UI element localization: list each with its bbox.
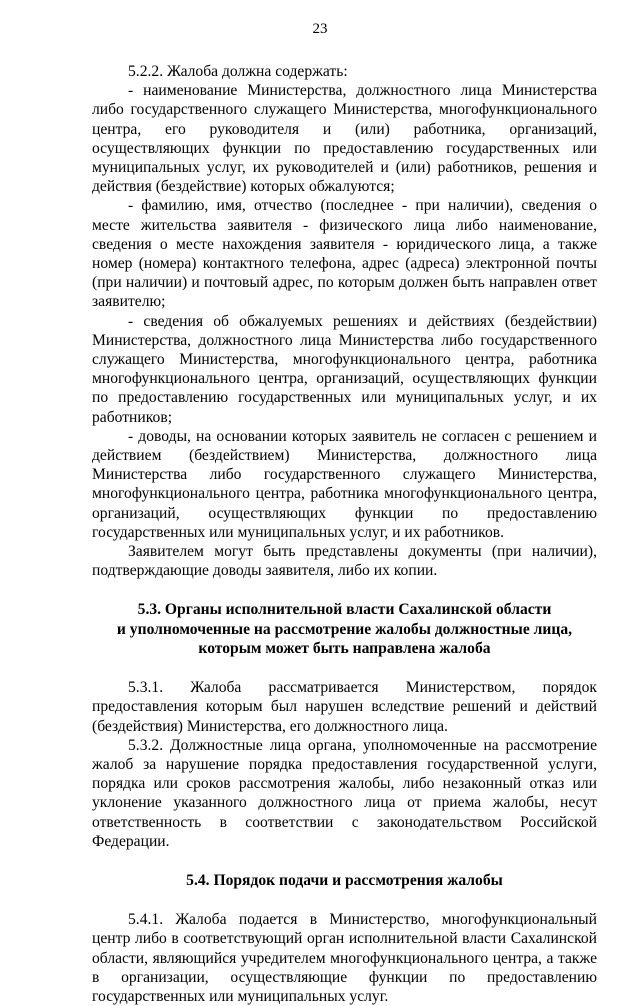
section-5-4-heading: 5.4. Порядок подачи и рассмотрения жалобы	[186, 871, 503, 889]
section-5-4	[92, 871, 597, 1006]
list-item-arguments: - доводы, на основании которых заявитель не согласен с решением и действием (бездействием) Министерства, должностного лица Министерства либо государственного служащего Министерства, многофункционального центра, работника многофункционального центра, организаций, осуществляющих функции по предоставлению государственных или муниципальных услуг, и их работников.	[92, 427, 597, 541]
section-5-2-2	[92, 62, 597, 580]
paragraph-supporting-documents: Заявителем могут быть представлены документы (при наличии), подтверждающие доводы заявителя, либо их копии.	[92, 543, 597, 580]
paragraph-5-3-1: 5.3.1. Жалоба рассматривается Министерством, порядок предоставления которым был нарушен вследствие решений и действий (бездействия) Министерства, его должностного лица.	[92, 679, 597, 735]
list-item-appealed-decisions: - сведения об обжалуемых решениях и действиях (бездействии) Министерства, должностного лица Министерства либо государственного служащего Министерства, многофункционального центра, работника многофункционального центра, организаций, осуществляющих функции по предоставлению государственных или муниципальных услуг, и их работников;	[92, 312, 597, 426]
section-5-3-heading-line: 5.3. Органы исполнительной власти Сахалинской области	[137, 601, 552, 619]
section-5-3-heading	[92, 600, 597, 658]
section-5-3-heading-line: и уполномоченные на рассмотрение жалобы должностные лица,	[116, 620, 573, 638]
section-5-3-heading-line: которым может быть направлена жалоба	[198, 639, 491, 657]
paragraph-5-4-1: 5.4.1. Жалоба подается в Министерство, многофункциональный центр либо в соответствующий орган исполнительной власти Сахалинской области, являющийся учредителем многофункционального центра, а также в организации, осуществляющие функции по предоставлению государственных или муниципальных услуг.	[92, 911, 597, 1005]
document-body	[92, 62, 597, 1006]
list-item-ministry-name: - наименование Министерства, должностного лица Министерства либо государственного служащего Министерства, многофункционального центра, его руководителя и (или) работника, организаций, осуществляющих функции по предоставлению государственных или муниципальных услуг, их руководителей и (или) работников, решения и действия (бездействие) которых обжалуются;	[92, 82, 597, 196]
paragraph-5-2-2-intro: 5.2.2. Жалоба должна содержать:	[128, 63, 348, 80]
section-5-3	[92, 600, 597, 850]
list-item-applicant-details: - фамилию, имя, отчество (последнее - при наличии), сведения о месте жительства заявителя - физического лица либо наименование, сведения о месте нахождения заявителя - юридического лица, а также номер (номера) контактного телефона, адрес (адреса) электронной почты (при наличии) и почтовый адрес, по которым должен быть направлен ответ заявителю;	[92, 197, 597, 311]
page-number: 23	[312, 21, 328, 37]
paragraph-5-3-2: 5.3.2. Должностные лица органа, уполномоченные на рассмотрение жалоб за нарушение порядка предоставления государственной услуги, порядка или сроков рассмотрения жалобы, либо незаконный отказ или уклонение указанного должностного лица от приема жалобы, несут ответственность в соответствии с законодательством Российской Федерации.	[92, 736, 597, 850]
